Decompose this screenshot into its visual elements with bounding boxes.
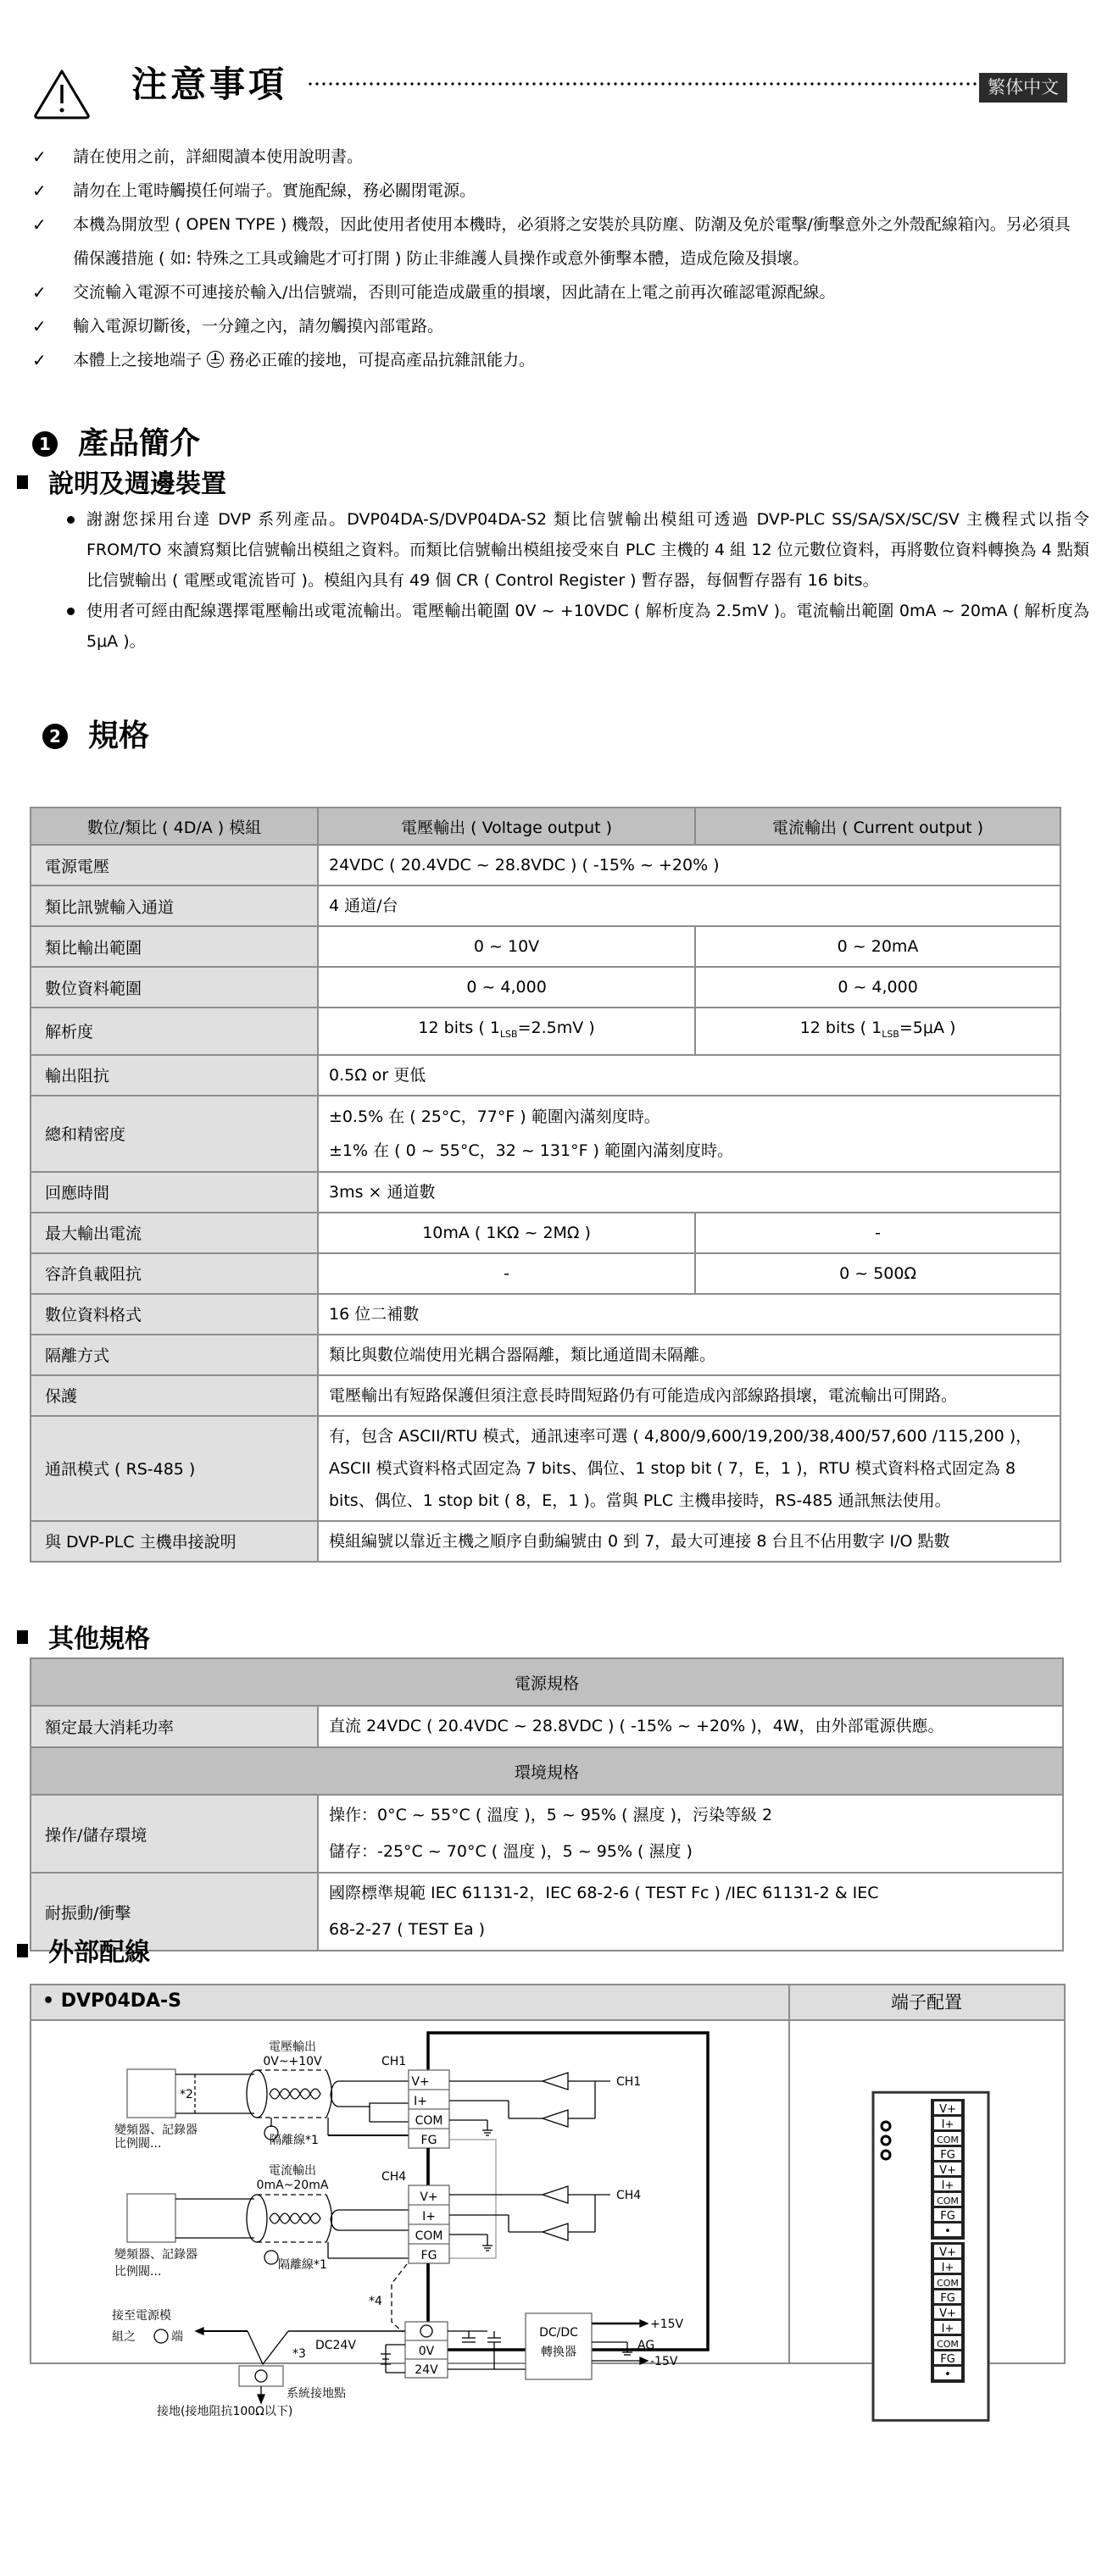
row-label: 類比輸出範圍 [31, 926, 318, 967]
row-label: 電源電壓 [31, 845, 318, 886]
table-group-header [31, 1658, 1063, 1706]
check-icon: ✓ [32, 147, 47, 167]
table-row [31, 886, 1060, 926]
spec-table [30, 807, 1061, 1563]
power-module-label-2b: 端 [171, 2330, 183, 2344]
row-value: 模組編號以靠近主機之順序自動編號由 0 到 7，最大可連接 8 台且不佔用數字 I/O 點數 [318, 1521, 1060, 1562]
terminal-layout-diagram [790, 2019, 1063, 2381]
note-item: ✓ 本體上之接地端子 務必正確的接地，可提高產品抗雜訊能力。 [32, 343, 1083, 377]
section-title: 產品簡介 [78, 426, 201, 461]
table-row [31, 1335, 1060, 1375]
terminal-slot-label: V+ [939, 2246, 956, 2259]
section-number-badge: 1 [32, 431, 58, 457]
spec-header: 數位/類比 ( 4D/A ) 模組 [31, 808, 318, 845]
row-label: 數位資料範圍 [31, 967, 318, 1008]
square-bullet-icon [17, 1944, 28, 1957]
note2-label: *2 [180, 2088, 193, 2101]
row-label: 隔離方式 [31, 1335, 318, 1375]
current-value: 0 ~ 4,000 [695, 967, 1060, 1008]
row-value: 操作：0°C ~ 55°C ( 溫度 )，5 ~ 95% ( 濕度 )，污染等級 2 儲存：-25°C ~ 70°C ( 溫度 )，5 ~ 95% ( 濕度 ) [318, 1795, 1063, 1873]
row-value: 類比與數位端使用光耦合器隔離，類比通道間未隔離。 [318, 1335, 1060, 1375]
voltage-range-label: 0V~+10V [263, 2055, 322, 2068]
check-icon: ✓ [32, 214, 47, 235]
check-icon: ✓ [32, 350, 47, 370]
system-ground-label: 系統接地點 [287, 2387, 346, 2401]
dc24v-label: DC24V [315, 2339, 356, 2352]
terminal-label: COM [415, 2114, 443, 2128]
row-value: 電壓輸出有短路保護但須注意長時間短路仍有可能造成內部線路損壞，電流輸出可開路。 [318, 1375, 1060, 1416]
spec-header-row [31, 808, 1060, 845]
row-label: 操作/儲存環境 [31, 1795, 318, 1873]
row-value: 0.5Ω or 更低 [318, 1055, 1060, 1096]
current-value: - [695, 1213, 1060, 1253]
terminal-24v-label: 24V [415, 2363, 438, 2377]
row-value: ±0.5% 在 ( 25°C，77°F ) 範圍內滿刻度時。 ±1% 在 ( 0 ~ 55°C，32 ~ 131°F ) 範圍內滿刻度時。 [318, 1096, 1060, 1172]
subsection-other-specs: 其他規格 [17, 1623, 150, 1657]
ag-label: AG [637, 2339, 655, 2352]
row-label: 總和精密度 [31, 1096, 318, 1172]
terminal-slot-label: V+ [939, 2103, 956, 2116]
device-box-ch4 [127, 2194, 175, 2242]
terminal-slot-label: COM [937, 2135, 959, 2146]
terminal-slot-label: V+ [939, 2307, 956, 2320]
terminal-slot-label: COM [937, 2196, 959, 2207]
ch1-label: CH1 [381, 2055, 407, 2068]
ground-symbol-icon [264, 2251, 278, 2264]
voltage-value: 12 bits ( $1_{LSB}=2.5mV$ ) [318, 1008, 695, 1055]
ground-symbol-icon [154, 2329, 168, 2343]
voltage-value: 10mA ( 1KΩ ~ 2MΩ ) [318, 1213, 695, 1253]
shield-label: 隔離線*1 [270, 2134, 319, 2147]
header-dotted-rule [307, 81, 985, 86]
row-label: 回應時間 [31, 1172, 318, 1213]
terminal-slot-label: I+ [941, 2118, 955, 2131]
power-module-label-2a: 組之 [112, 2330, 136, 2344]
row-value: 直流 24VDC ( 20.4VDC ~ 28.8VDC ) ( -15% ~ +20% )，4W，由外部電源供應。 [318, 1706, 1063, 1747]
table-row [31, 1253, 1060, 1294]
row-value: 16 位二補數 [318, 1294, 1060, 1335]
terminal-0v-label: 0V [418, 2345, 435, 2358]
terminal-label: I+ [422, 2210, 436, 2223]
current-value: 0 ~ 500Ω [695, 1253, 1060, 1294]
page-title: 注意事項 [131, 64, 288, 105]
table-row [31, 1795, 1063, 1873]
terminal-slot-label: FG [940, 2210, 955, 2223]
note-item: ✓ 請勿在上電時觸摸任何端子。實施配線，務必關閉電源。 [32, 174, 1083, 208]
note-item: ✓ 輸入電源切斷後，一分鐘之內，請勿觸摸內部電路。 [32, 309, 1083, 343]
section-product-intro [32, 424, 200, 464]
device-label: 變頻器、記錄器 [114, 2248, 198, 2262]
table-row [31, 1172, 1060, 1213]
note-item: ✓ 本機為開放型 ( OPEN TYPE ) 機殼，因此使用者使用本機時，必須將之安裝於具防塵、防潮及免於電擊/衝擊意外之外殼配線箱內。另必須具備保護措施 ( 如: 特殊之工具或鑰匙才可打開 ) 防止非維護人員操作或意外衝擊本體，造成危險及損壞。 [32, 208, 1083, 275]
row-value: 24VDC ( 20.4VDC ~ 28.8VDC ) ( -15% ~ +20% ) [318, 845, 1060, 886]
table-row [31, 1873, 1063, 1951]
current-output-label: 電流輸出 [269, 2164, 316, 2178]
model-label: • DVP04DA-S [42, 1990, 182, 2012]
row-label: 與 DVP-PLC 主機串接說明 [31, 1521, 318, 1562]
note-item: ✓ 交流輸入電源不可連接於輸入/出信號端，否則可能造成嚴重的損壞，因此請在上電之前再次確認電源配線。 [32, 275, 1083, 309]
table-row [31, 845, 1060, 886]
terminal-slot-label: COM [937, 2278, 959, 2289]
terminal-slot-label: I+ [941, 2262, 955, 2274]
voltage-value: 0 ~ 4,000 [318, 967, 695, 1008]
terminal-slot-label: V+ [939, 2164, 956, 2177]
dcdc-label-2: 轉換器 [541, 2346, 576, 2359]
terminal-slot-label: FG [940, 2149, 955, 2162]
device-label: 變頻器、記錄器 [114, 2124, 198, 2137]
note-item: ✓ 請在使用之前，詳細閱讀本使用說明書。 [32, 140, 1083, 174]
voltage-value: - [318, 1253, 695, 1294]
table-group-header [31, 1747, 1063, 1795]
square-bullet-icon [17, 475, 28, 489]
row-label: 最大輸出電流 [31, 1213, 318, 1253]
env-spec-header: 環境規格 [31, 1747, 1063, 1795]
terminal-slot-label: COM [937, 2339, 959, 2350]
intro-bullets [64, 504, 1089, 657]
section-specs [42, 716, 149, 757]
ch1-internal-label: CH1 [616, 2075, 642, 2089]
terminal-label: I+ [414, 2095, 427, 2108]
terminal-layout-header: 端子配置 [891, 1992, 962, 2012]
device-box-ch1 [127, 2069, 175, 2118]
terminal-slot-label: I+ [941, 2323, 955, 2335]
row-label: 容許負載阻抗 [31, 1253, 318, 1294]
terminal-label: V+ [420, 2190, 438, 2204]
row-label: 解析度 [31, 1008, 318, 1055]
terminal-slot-label: FG [940, 2292, 955, 2305]
ground-icon [207, 351, 224, 368]
intro-bullet: 謝謝您採用台達 DVP 系列產品。DVP04DA-S/DVP04DA-S2 類比信號輸出模組可透過 DVP-PLC SS/SA/SX/SC/SV 主機程式以指令 FROM/TO 來讀寫類比信號輸出模組之資料。而類比信號輸出模組接受來自 PLC 主機的 4 組 12 位元數位資料，再將數位資料轉換為 4 點類比信號輸出 ( 電壓或電流皆可 )。模組內具有 49 個 CR ( Control Register ) 暫存器，每個暫存器有 16 bits。 [64, 504, 1089, 596]
row-label: 額定最大消耗功率 [31, 1706, 318, 1747]
intro-bullet: 使用者可經由配線選擇電壓輸出或電流輸出。電壓輸出範圍 0V ~ +10VDC ( 解析度為 2.5mV )。電流輸出範圍 0mA ~ 20mA ( 解析度為 5μA )。 [64, 596, 1089, 657]
spec-header: 電壓輸出 ( Voltage output ) [318, 808, 695, 845]
minus15v-label: -15V [650, 2355, 678, 2368]
other-spec-table [30, 1657, 1064, 1951]
ch4-label: CH4 [381, 2170, 407, 2184]
row-label: 保護 [31, 1375, 318, 1416]
caution-notes [32, 140, 1083, 377]
table-row [31, 926, 1060, 967]
table-row [31, 967, 1060, 1008]
terminal-label: COM [415, 2229, 443, 2243]
note4-label: *4 [369, 2295, 382, 2308]
section-number-badge: 2 [42, 724, 68, 749]
section-title: 規格 [88, 719, 150, 753]
row-value: 3ms × 通道數 [318, 1172, 1060, 1213]
table-row [31, 1055, 1060, 1096]
device-label-2: 比例閥... [114, 2265, 162, 2279]
device-label-2: 比例閥... [114, 2137, 162, 2151]
power-spec-header: 電源規格 [31, 1658, 1063, 1706]
voltage-output-label: 電壓輸出 [269, 2040, 316, 2054]
warning-triangle-icon [32, 68, 92, 120]
voltage-value: 0 ~ 10V [318, 926, 695, 967]
check-icon: ✓ [32, 282, 47, 303]
subsection-description: 說明及週邊裝置 [17, 468, 226, 502]
spec-header: 電流輸出 ( Current output ) [695, 808, 1060, 845]
power-module-label: 接至電源模 [112, 2309, 171, 2323]
table-row [31, 1213, 1060, 1253]
plus15v-label: +15V [650, 2318, 684, 2331]
row-value: 國際標準規範 IEC 61131-2，IEC 68-2-6 ( TEST Fc ) /IEC 61131-2 & IEC 68-2-27 ( TEST Ea ) [318, 1873, 1063, 1951]
current-range-label: 0mA~20mA [256, 2179, 329, 2192]
table-row [31, 1008, 1060, 1055]
table-row [31, 1521, 1060, 1562]
table-row [31, 1096, 1060, 1172]
row-label: 數位資料格式 [31, 1294, 318, 1335]
row-value: 有，包含 ASCII/RTU 模式，通訊速率可選 ( 4,800/9,600/19,200/38,400/57,600 /115,200 )，ASCII 模式資料格式固定為 7 bits、偶位、1 stop bit ( 7，E，1 )，RTU 模式資料格式固定為 8 bits、偶位、1 stop bit ( 8，E，1 )。當與 PLC 主機串接時，RS-485 通訊無法使用。 [318, 1416, 1060, 1521]
terminal-slot-label: • [944, 2225, 951, 2238]
table-row [31, 1294, 1060, 1335]
check-icon: ✓ [32, 316, 47, 336]
check-icon: ✓ [32, 180, 47, 201]
terminal-slot-label: FG [940, 2353, 955, 2366]
current-value: 12 bits ( $1_{LSB}=5\mu A$ ) [695, 1008, 1060, 1055]
ch4-internal-label: CH4 [616, 2189, 642, 2202]
shield-label: 隔離線*1 [278, 2258, 327, 2272]
table-row [31, 1706, 1063, 1747]
terminal-label: V+ [411, 2075, 430, 2089]
row-label: 輸出阻抗 [31, 1055, 318, 1096]
dcdc-label: DC/DC [539, 2326, 578, 2340]
table-row [31, 1416, 1060, 1521]
row-label: 類比訊號輸入通道 [31, 886, 318, 926]
terminal-slot-label: I+ [941, 2179, 955, 2192]
note3-label: *3 [292, 2347, 306, 2361]
terminal-slot-label: • [944, 2368, 951, 2381]
terminal-label: FG [420, 2134, 437, 2147]
row-label: 通訊模式 ( RS-485 ) [31, 1416, 318, 1521]
square-bullet-icon [17, 1630, 28, 1644]
table-row [31, 1375, 1060, 1416]
row-value: 4 通道/台 [318, 886, 1060, 926]
current-value: 0 ~ 20mA [695, 926, 1060, 967]
terminal-label: FG [420, 2249, 437, 2262]
ground-note-label: 接地(接地阻抗100Ω以下) [157, 2405, 293, 2418]
subsection-wiring: 外部配線 [17, 1936, 150, 1970]
language-badge[interactable]: 繁体中文 [979, 73, 1067, 103]
row-label: 耐振動/衝擊 [31, 1873, 318, 1951]
wiring-diagram [0, 2019, 788, 2418]
